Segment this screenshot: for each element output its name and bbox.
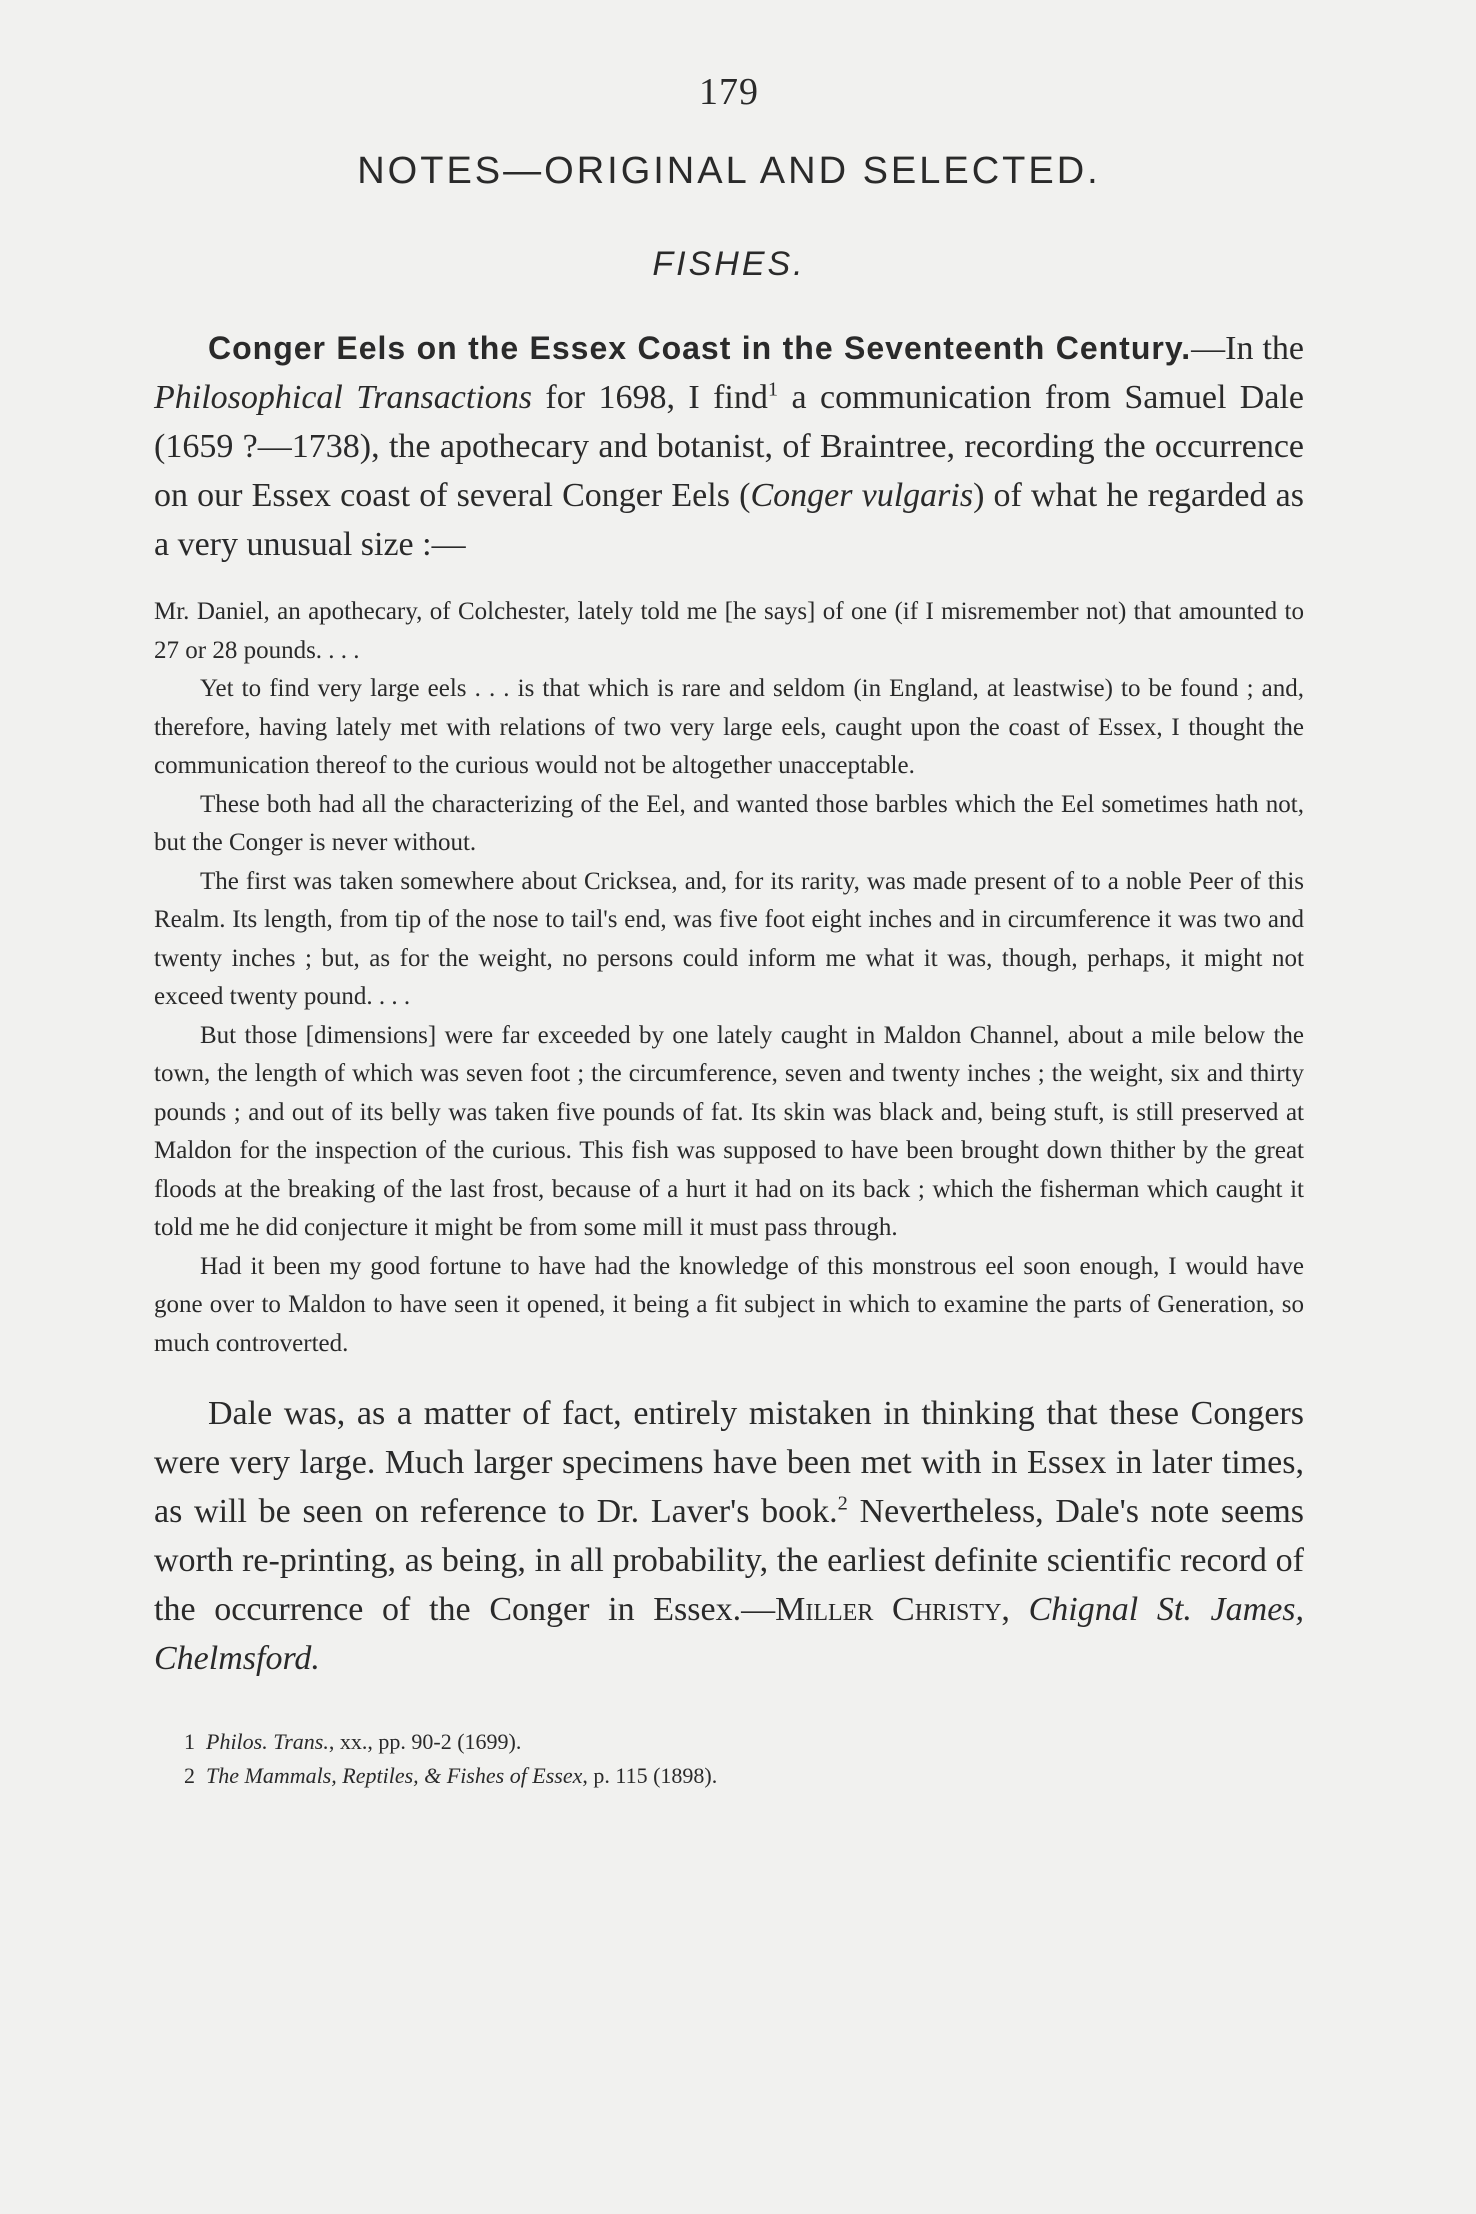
footnote-title: Philos. Trans. (206, 1729, 329, 1754)
quote-paragraph: These both had all the characterizing of the Eel, and wanted those barbles which the Eel sometimes hath not, but the Conger is never without. (154, 790, 1304, 856)
subsection-heading: FISHES. (652, 245, 806, 283)
quote-paragraph: The first was taken somewhere about Cricksea, and, for its rarity, was made present of to a noble Peer of this Realm. Its length, from tip of the nose to tail's end, was five foot eight inches and in circumference it was two and twenty inches ; but, as for the weight, no persons could inform me what it was, though, perhaps, it might not exceed twenty pound. . . . (154, 867, 1304, 1010)
closing-paragraph (154, 1389, 1304, 1683)
author-name: Miller Christy (775, 1591, 1002, 1628)
document-page (154, 70, 1304, 1793)
journal-name: Philosophical Transactions (154, 379, 532, 416)
intro-paragraph (154, 324, 1304, 569)
footnote (184, 1725, 1304, 1759)
footnote-ref-1: 1 (767, 378, 779, 401)
footnote-number: 2 (184, 1763, 195, 1788)
footnote-detail: , p. 115 (1898). (582, 1763, 718, 1788)
section-heading: NOTES—ORIGINAL AND SELECTED. (357, 150, 1101, 192)
footnote (184, 1759, 1304, 1793)
footnote-number: 1 (184, 1729, 195, 1754)
footnote-title: The Mammals, Reptiles, & Fishes of Essex (206, 1763, 583, 1788)
page-number: 179 (699, 71, 759, 113)
article-title: Conger Eels on the Essex Coast in the Seventeenth Century. (208, 330, 1192, 366)
intro-text-4: ) of what he regarded as a very unusual size :— (154, 477, 1304, 563)
quote-paragraph: Mr. Daniel, an apothecary, of Colchester, lately told me [he says] of one (if I misremember not) that amounted to 27 or 28 pounds. . . . (154, 598, 1304, 664)
species-name: Conger vulgaris (750, 477, 974, 514)
intro-text-1: —In the (1191, 330, 1305, 367)
footnote-ref-2: 2 (837, 1492, 848, 1515)
quote-paragraph: But those [dimensions] were far exceeded by one lately caught in Maldon Channel, about a mile below the town, the length of which was seven foot ; the circumference, seven and twenty inches ; the weight, six and thirty pounds ; and out of its belly was taken five pounds of fat. Its skin was black and, being stuft, is still preserved at Maldon for the inspection of the curious. This fish was supposed to have been brought down thither by the great floods at the breaking of the last frost, because of a hurt it had on its back ; which the fisherman which caught it told me he did conjecture it might be from some mill it must pass through. (154, 1021, 1304, 1241)
intro-text-2: for 1698, I find (532, 379, 768, 416)
closing-text-3: , (1001, 1591, 1029, 1628)
author-address: Chignal St. James, Chelmsford. (154, 1591, 1305, 1677)
quote-paragraph: Had it been my good fortune to have had the knowledge of this monstrous eel soon enough, I would have gone over to Maldon to have seen it opened, it being a fit subject in which to examine the parts of Generation, so much controverted. (154, 1252, 1304, 1357)
quote-paragraph: Yet to find very large eels . . . is that which is rare and seldom (in England, at leastwise) to be found ; and, therefore, having lately met with relations of two very large eels, caught upon the coast of Essex, I thought the communication thereof to the curious would not be altogether unacceptable. (154, 675, 1304, 779)
footnote-detail: , xx., pp. 90-2 (1699). (328, 1729, 522, 1754)
closing-text-2: Nevertheless, Dale's note seems worth re-printing, as being, in all probability, the earliest definite scientific record of the occurrence of the Conger in Essex.— (154, 1493, 1305, 1628)
intro-text-3: a communication from Samuel Dale (1659 ?—1738), the apothecary and botanist, of Braintree, recording the occurrence on our Essex coast of several Conger Eels ( (154, 379, 1304, 514)
quotation-block (154, 593, 1304, 1363)
footnotes (154, 1725, 1304, 1793)
closing-text-1: Dale was, as a matter of fact, entirely mistaken in thinking that these Congers were very large. Much larger specimens have been met with in Essex in later times, as will be seen on reference to Dr. Laver's book. (154, 1395, 1304, 1530)
